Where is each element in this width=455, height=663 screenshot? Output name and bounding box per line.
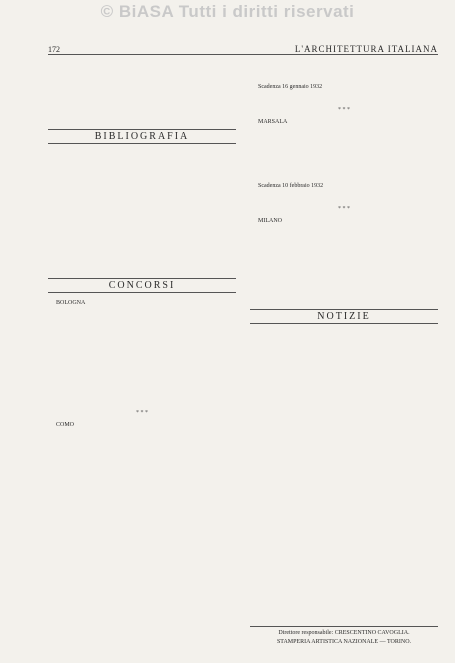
text-paragraph [48,101,236,119]
place-name: BOLOGNA [56,300,86,306]
place-name: MILANO [258,218,282,224]
text-paragraph [48,60,236,96]
journal-title: L'ARCHITETTURA ITALIANA [294,44,438,54]
text-paragraph [250,141,438,177]
competition-entry [48,421,236,439]
competition-entry [250,217,438,235]
text-paragraph [250,240,438,276]
news-paragraph [250,394,438,412]
competition-entry [250,118,438,136]
text-paragraph [48,386,236,404]
place-name: MARSALA [258,119,288,125]
text-paragraph [250,281,438,299]
printer-line: STAMPERIA ARTISTICA NAZIONALE — TORINO. [276,639,412,645]
section-heading-notizie: NOTIZIE [250,309,438,324]
news-paragraph [250,371,438,389]
page-header [48,40,438,55]
deadline: Scadenza 10 febbraio 1932 [258,183,324,189]
bibliography-review [48,191,236,227]
competition-entry [48,299,236,317]
right-column [250,60,438,458]
page-number: 172 [48,45,60,54]
deadline: Scadenza 16 gennaio 1932 [258,84,323,90]
text-paragraph [48,322,236,358]
separator-stars: * * * [338,107,350,113]
bibliography-entry [48,150,236,186]
page-footer [250,626,438,648]
separator-stars: * * * [338,206,350,212]
watermark: © BiASA Tutti i diritti riservati [100,2,355,21]
section-heading-concorsi: CONCORSI [48,278,236,293]
text-paragraph [48,444,236,480]
place-name: COMO [56,422,75,428]
news-paragraph [250,330,438,366]
section-heading-bibliografia: BIBLIOGRAFIA [48,129,236,144]
separator-stars: * * * [136,410,148,416]
left-column [48,60,236,485]
news-paragraph [250,417,438,453]
bibliography-review [48,232,236,268]
text-paragraph [250,60,438,78]
director-line: Direttore responsabile: CRESCENTINO CAVOGLIA. [278,630,410,636]
text-paragraph [48,363,236,381]
